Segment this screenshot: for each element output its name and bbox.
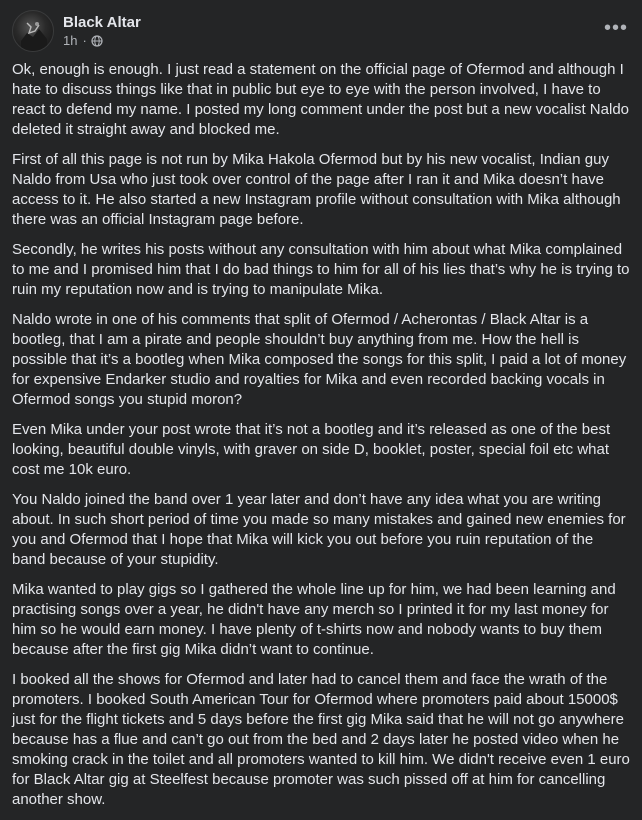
- post-body: [12, 60, 630, 820]
- post-paragraph: Secondly, he writes his posts without any consultation with him about what Mika complained to me and I promised him that I do bad things to him for all of his lies that’s why he is trying to ruin my reputation now and is trying to manipulate Mika.: [12, 241, 630, 298]
- post-time[interactable]: 1h: [63, 33, 78, 48]
- separator: ·: [82, 33, 87, 48]
- more-options-icon[interactable]: •••: [604, 16, 629, 39]
- post-paragraph: First of all this page is not run by Mika Hakola Ofermod but by his new vocalist, Indian guy Naldo from Usa who just took over control of the page after I ran it and Mika doesn’t have access to it. He also started a new Instagram profile without consultation with Mika although there was an official Instagram page before.: [12, 151, 621, 228]
- post-header: [12, 10, 141, 52]
- post-paragraph: Mika wanted to play gigs so I gathered the whole line up for him, we had been learning and practising songs over a year, he didn't have any merch so I printed it for my last money for him so he would earn money. I have plenty of t-shirts now and nobody wants to buy them because after the first gig Mika didn’t want to continue.: [12, 581, 616, 658]
- post-paragraph: You Naldo joined the band over 1 year later and don’t have any idea what you are writing about. In such short period of time you made so many mistakes and gained new enemies for you and Ofermod that I hope that Mika will kick you out before you ruin reputation of the band because of your stupidity.: [12, 491, 626, 568]
- post-paragraph: Ok, enough is enough. I just read a statement on the official page of Ofermod and although I hate to discuss things like that in public but eye to eye with the person involved, I have to react to defend my name. I posted my long comment under the post but a new vocalist Naldo deleted it straight away and blocked me.: [12, 61, 629, 138]
- post-meta: [63, 13, 141, 49]
- globe-icon[interactable]: [91, 35, 103, 47]
- post-paragraph: I booked all the shows for Ofermod and later had to cancel them and face the wrath of the promoters. I booked South American Tour for Ofermod where promoters paid about 15000$ just for the flight tickets and 5 days before the first gig Mika said that he will not go anywhere because has a flue and can’t go out from the bed and 2 days later he posted video when he smoking crack in the toilet and all promoters wanted to kill him. We didn't receive even 1 euro for Black Altar gig at Steelfest because promoter was such pissed off at him for cancelling another show.: [12, 671, 630, 808]
- post-subline: [63, 33, 141, 49]
- author-name[interactable]: Black Altar: [63, 14, 141, 31]
- avatar[interactable]: [12, 10, 54, 52]
- avatar-figure-icon: [13, 11, 53, 51]
- post-paragraph: Naldo wrote in one of his comments that split of Ofermod / Acherontas / Black Altar is a bootleg, that I am a pirate and people shouldn’t buy anything from me. How the hell is possible that it’s a bootleg when Mika composed the songs for this split, I paid a lot of money for expensive Endarker studio and royalties for Mika and even recorded backing vocals in Ofermod songs you stupid moron?: [12, 311, 627, 408]
- post-paragraph: Even Mika under your post wrote that it’s not a bootleg and it’s released as one of the best looking, beautiful double vinyls, with graver on side D, booklet, poster, special foil etc what cost me 10k euro.: [12, 421, 611, 478]
